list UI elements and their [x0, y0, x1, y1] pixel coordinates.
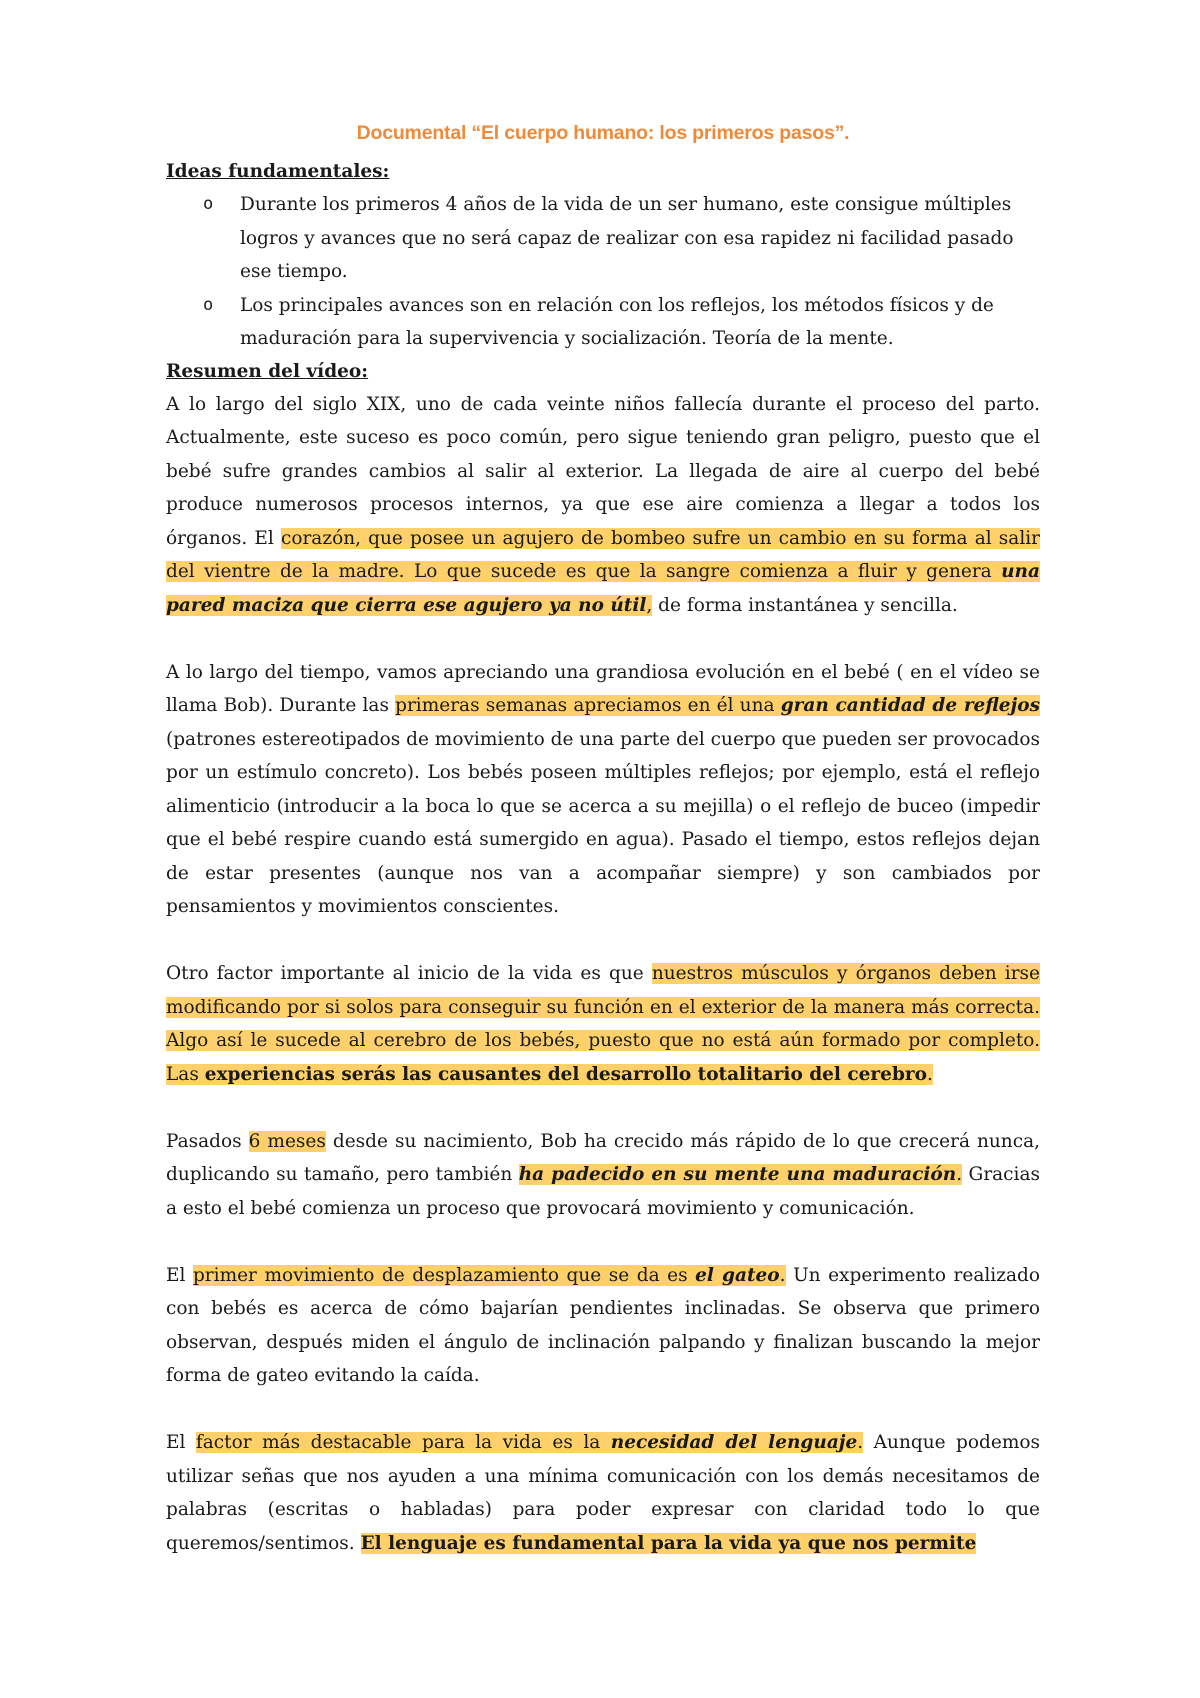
- bullet-icon: o: [203, 294, 214, 315]
- idea-text: Durante los primeros 4 años de la vida de un ser humano, este consigue múltiples logros y avances que no será capaz de realizar con esa rapidez ni facilidad pasado ese tiempo.: [240, 194, 1014, 282]
- text-run: Otro factor importante al inicio de la vida es que: [166, 963, 652, 984]
- highlighted-text: .: [956, 1164, 963, 1185]
- ideas-heading: Ideas fundamentales:: [166, 161, 390, 182]
- highlighted-emphasis: gran cantidad de reflejos: [780, 695, 1040, 716]
- text-run: El: [166, 1432, 196, 1453]
- highlighted-text: 6 meses: [248, 1130, 326, 1152]
- highlighted-bold: experiencias serás las causantes del desarrollo totalitario del cerebro: [204, 1063, 927, 1085]
- text-run: A lo largo del siglo XIX, uno de cada veinte niños fallecía durante el proceso del parto. Actualmente, este suceso es poco común, pero sigue teniendo gran peligro, puesto que el bebé sufre grandes cambios al salir al exterior. La llegada de aire al cuerpo del bebé produce numerosos procesos internos, ya que ese aire comienza a llegar a todos los órganos. El: [166, 393, 1040, 549]
- highlighted-emphasis: una pared maciza que cierra ese agujero ya no útil: [166, 561, 1040, 616]
- text-run: El: [166, 1264, 193, 1286]
- paragraph-6: [166, 1426, 1040, 1560]
- list-item: [166, 289, 1040, 356]
- bullet-icon: o: [203, 194, 214, 214]
- ideas-list: [166, 188, 1040, 356]
- text-run: desde su nacimiento, Bob ha crecido más rápido de lo que crecerá nunca, duplicando su tamaño, pero también: [166, 1130, 1040, 1185]
- text-run: A lo largo del tiempo, vamos apreciando una grandiosa evolución en el bebé ( en el vídeo se llama Bob). Durante las: [166, 661, 1040, 716]
- highlighted-emphasis: ha padecido en su mente una maduración: [518, 1164, 957, 1185]
- highlighted-text: ,: [646, 594, 653, 616]
- paragraph-1: [166, 388, 1040, 623]
- highlighted-text: primeras semanas apreciamos en él una: [395, 695, 781, 716]
- text-run: Pasados: [166, 1130, 249, 1152]
- highlighted-text: .: [926, 1063, 933, 1085]
- text-run: Un experimento realizado con bebés es acerca de cómo bajarían pendientes inclinadas. Se observa que primero observan, después miden el ángulo de inclinación palpando y finalizan buscando la mejor forma de gateo evitando la caída.: [166, 1264, 1040, 1386]
- highlighted-emphasis: el gateo: [695, 1264, 780, 1286]
- highlighted-text: factor más destacable para la vida es la: [195, 1432, 611, 1453]
- text-run: Gracias a esto el bebé comienza un proceso que provocará movimiento y comunicación.: [166, 1164, 1040, 1219]
- text-run: de forma instantánea y sencilla.: [652, 594, 958, 616]
- text-run: (patrones estereotipados de movimiento de una parte del cuerpo que pueden ser provocados por un estímulo concreto). Los bebés poseen múltiples reflejos; por ejemplo, está el reflejo alimenticio (introducir a la boca lo que se acerca a su mejilla) o el reflejo de buceo (impedir que el bebé respire cuando está sumergido en agua). Pasado el tiempo, estos reflejos dejan de estar presentes (aunque nos van a acompañar siempre) y son cambiados por pensamientos y movimientos conscientes.: [166, 728, 1040, 917]
- highlighted-text: corazón, que posee un agujero de bombeo sufre un cambio en su forma al salir del vientre de la madre. Lo que sucede es que la sangre comienza a fluir y genera: [166, 527, 1040, 582]
- idea-text: Los principales avances son en relación con los reflejos, los métodos físicos y de maduración para la supervivencia y socialización. Teoría de la mente.: [240, 294, 994, 349]
- highlighted-bold: El lenguaje es fundamental para la vida ya que nos permite: [360, 1532, 977, 1554]
- document-page: [166, 120, 1040, 1594]
- paragraph-5: [166, 1259, 1040, 1393]
- document-title: Documental “El cuerpo humano: los primeros pasos”.: [356, 122, 850, 144]
- highlighted-text: .: [779, 1264, 786, 1286]
- highlighted-text: primer movimiento de desplazamiento que se da es: [192, 1264, 696, 1286]
- highlighted-text: nuestros músculos y órganos deben irse modificando por si solos para conseguir su función en el exterior de la manera más correcta. Algo así le sucede al cerebro de los bebés, puesto que no está aún formado por completo. Las: [166, 963, 1040, 1085]
- list-item: [166, 188, 1040, 289]
- text-run: Aunque podemos utilizar señas que nos ayuden a una mínima comunicación con los demás necesitamos de palabras (escritas o habladas) para poder expresar con claridad todo lo que queremos/sentimos.: [166, 1432, 1041, 1554]
- paragraph-2: [166, 656, 1040, 924]
- highlighted-emphasis: necesidad del lenguaje: [610, 1432, 858, 1453]
- highlighted-text: .: [857, 1432, 864, 1453]
- paragraph-3: [166, 957, 1040, 1091]
- summary-heading: Resumen del vídeo:: [166, 360, 369, 382]
- paragraph-4: [166, 1125, 1040, 1226]
